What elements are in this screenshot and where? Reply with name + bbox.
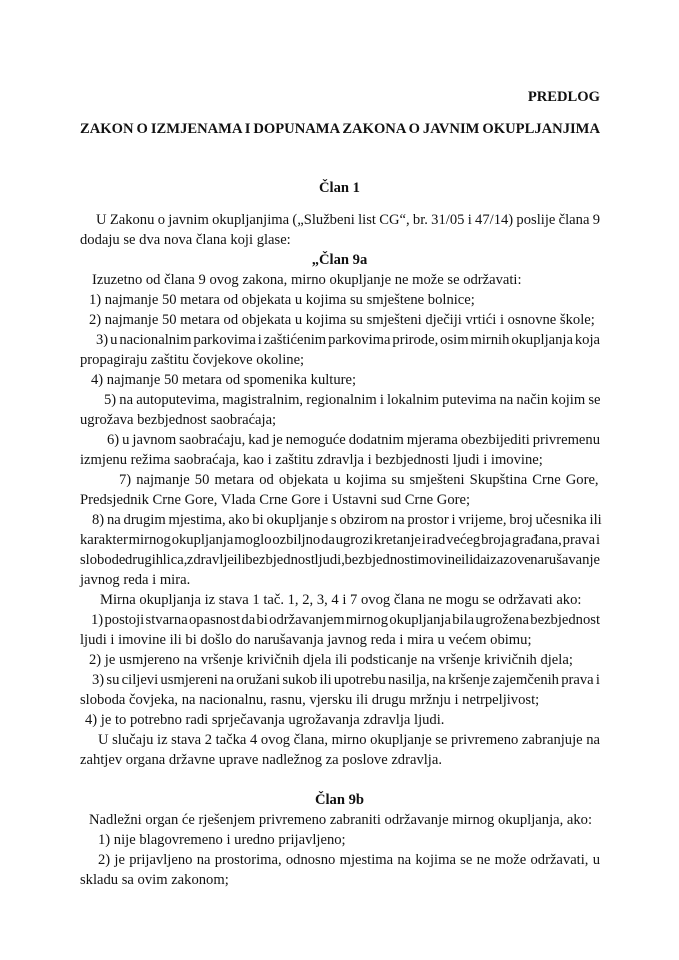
list-item: 4) najmanje 50 metara od spomenika kulture; <box>91 372 357 388</box>
list-item: 3) su ciljevi usmjereni na oružani sukob ili upotrebu nasilja, na kršenje zajemčenih prava i <box>92 672 600 688</box>
list-item: 1) nije blagovremeno i uredno prijavljeno; <box>98 832 346 848</box>
list-item: 3) u nacionalnim parkovima i zaštićenim parkovima prirode, osim mirnih okupljanja koja <box>96 332 600 348</box>
list-item: sloboda čovjeka, na nacionalnu, rasnu, vjersku ili drugu mržnju i netrpeljivost; <box>80 692 540 708</box>
list-item: Predsjednik Crne Gore, Vlada Crne Gore i Ustavni sud Crne Gore; <box>80 492 471 508</box>
paragraph-line: Mirna okupljanja iz stava 1 tač. 1, 2, 3, 4 i 7 ovog člana ne mogu se održavati ako: <box>100 592 582 608</box>
list-item: 1) postoji stvarna opasnost da bi održavanjem mirnog okupljanja bila ugrožena bezbjednost <box>91 612 600 628</box>
list-item: 2) najmanje 50 metara od objekata u kojima su smješteni dječiji vrtići i osnovne škole; <box>89 312 595 328</box>
article-9a-heading: „Član 9a <box>311 252 368 268</box>
paragraph-line: U Zakonu o javnim okupljanjima („Službeni list CG“, br. 31/05 i 47/14) poslije člana 9 <box>96 212 600 228</box>
list-item: 1) najmanje 50 metara od objekata u kojima su smještene bolnice; <box>89 292 475 308</box>
paragraph-line: Izuzetno od člana 9 ovog zakona, mirno okupljanje ne može se održavati: <box>92 272 522 288</box>
article-1-heading: Član 1 <box>319 180 360 196</box>
list-item: 2) je usmjereno na vršenje krivičnih djela ili podsticanje na vršenje krivičnih djela; <box>89 652 573 668</box>
list-item: ugrožava bezbjednost saobraćaja; <box>80 412 277 428</box>
proposal-label: PREDLOG <box>527 89 600 105</box>
list-item: skladu sa ovim zakonom; <box>80 872 229 888</box>
list-item: ljudi i imovine ili bi došlo do narušavanja javnog reda i mira u većem obimu; <box>80 632 532 648</box>
paragraph-line: U slučaju iz stava 2 tačka 4 ovog člana, mirno okupljanje se privremeno zabranjuje na <box>98 732 600 748</box>
list-item: 4) je to potrebno radi sprječavanja ugrožavanja zdravlja ljudi. <box>85 712 445 728</box>
list-item: karakter mirnog okupljanja moglo ozbiljno da ugrozi kretanje i rad većeg broja građana, prava i <box>80 532 600 548</box>
list-item: 5) na autoputevima, magistralnim, regionalnim i lokalnim putevima na način kojim se <box>104 392 601 408</box>
law-title: ZAKON O IZMJENAMA I DOPUNAMA ZAKONA O JAVNIM OKUPLJANJIMA <box>80 121 600 137</box>
paragraph-line: Nadležni organ će rješenjem privremeno zabraniti održavanje mirnog okupljanja, ako: <box>89 812 593 828</box>
paragraph-line: dodaju se dva nova člana koji glase: <box>80 232 291 248</box>
list-item: javnog reda i mira. <box>80 572 191 588</box>
list-item: 8) na drugim mjestima, ako bi okupljanje s obzirom na prostor i vrijeme, broj učesnika ili <box>92 512 602 528</box>
article-9b-heading: Član 9b <box>314 792 365 808</box>
list-item: 7) najmanje 50 metara od objekata u kojima su smješteni Skupština Crne Gore, <box>119 472 599 488</box>
list-item: slobode drugih lica, zdravlje ili bezbjednost ljudi, bezbjednost imovine ili da izazove narušavanje <box>80 552 600 568</box>
list-item: 6) u javnom saobraćaju, kad je nemoguće dodatnim mjerama obezbijediti privremenu <box>107 432 600 448</box>
list-item: izmjenu režima saobraćaja, kao i zaštitu zdravlja i bezbjednosti ljudi i imovine; <box>80 452 543 468</box>
list-item: 2) je prijavljeno na prostorima, odnosno mjestima na kojima se ne može održavati, u <box>98 852 600 868</box>
list-item: propagiraju zaštitu čovjekove okoline; <box>80 352 305 368</box>
paragraph-line: zahtjev organa državne uprave nadležnog za poslove zdravlja. <box>80 752 442 768</box>
